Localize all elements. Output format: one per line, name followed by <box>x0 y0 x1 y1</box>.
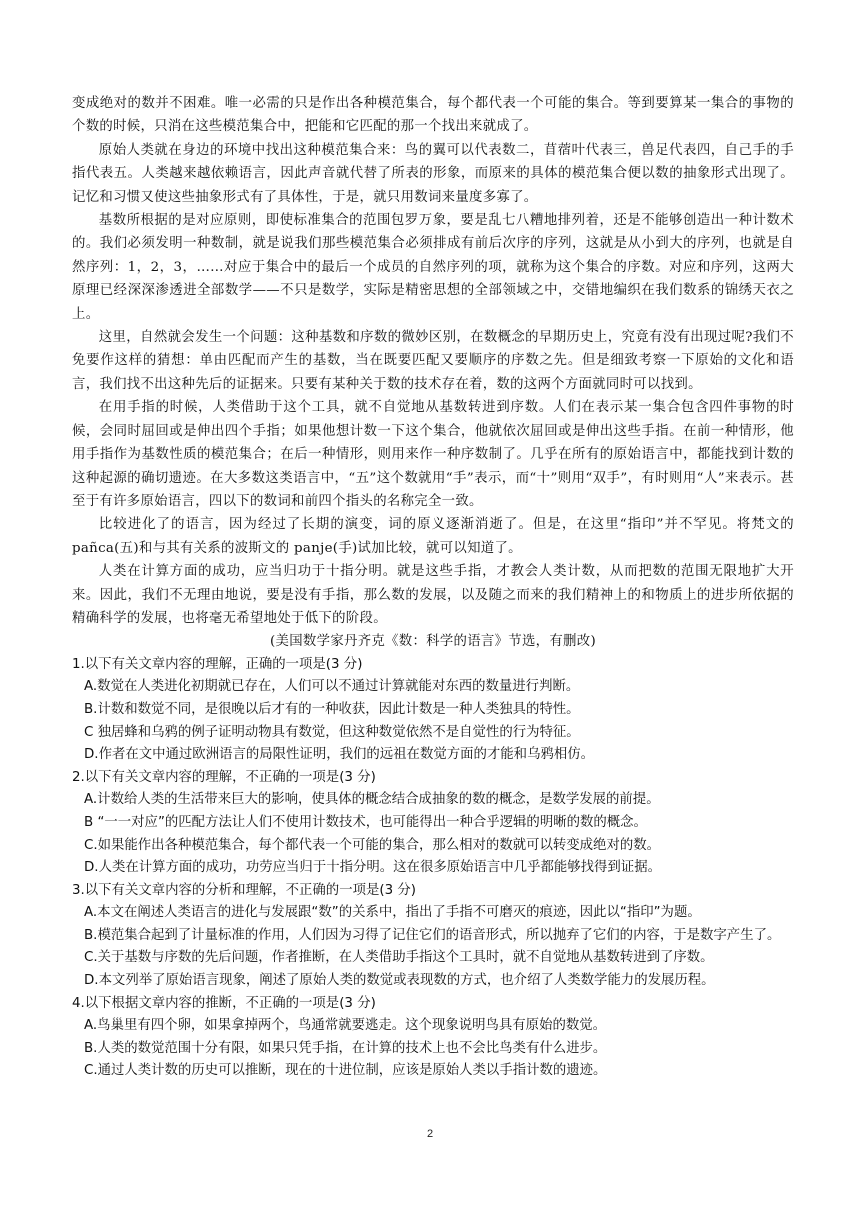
option-a: A.计数给人类的生活带来巨大的影响，使具体的概念结合成抽象的数的概念，是数学发展的前提。 <box>84 792 660 808</box>
paragraph: 这里，自然就会发生一个问题：这种基数和序数的微妙区别，在数概念的早期历史上，究竟有没有出现过呢?我们不免要作这样的猜想：单由匹配而产生的基数，当在既要匹配又要顺序的序数之先。但是细致考察一下原始的文化和语言，我们找不出这种先后的证据来。只要有某种关于数的技术存在着，数的这两个方面就同时可以找到。 <box>72 330 794 392</box>
option-c: C.通过人类计数的历史可以推断，现在的十进位制，应该是原始人类以手指计数的遗迹。 <box>84 1063 607 1079</box>
paragraph: 比较进化了的语言，因为经过了长期的演变，词的原义逐渐消逝了。但是，在这里“指印”并不罕见。将梵文的 pañca(五)和与其有关系的波斯文的 panje(手)试加比较，就可以知道了。 <box>72 517 794 556</box>
option-b: B.计数和数觉不同，是很晚以后才有的一种收获，因此计数是一种人类独具的特性。 <box>84 701 580 717</box>
question-4 <box>72 993 794 1083</box>
option-a: A.数觉在人类进化初期就已存在，人们可以不通过计算就能对东西的数量进行判断。 <box>84 679 580 695</box>
option-d: D.作者在文中通过欧洲语言的局限性证明，我们的远祖在数觉方面的才能和乌鸦相仿。 <box>84 747 595 763</box>
question-stem: 4.以下根据文章内容的推断，不正确的一项是(3 分) <box>72 995 376 1011</box>
option-d: D.人类在计算方面的成功，功劳应当归于十指分明。这在很多原始语言中几乎都能够找得到证据。 <box>84 860 661 876</box>
option-c: C.如果能作出各种模范集合，每个都代表一个可能的集合，那么相对的数就可以转变成绝对的数。 <box>84 837 661 853</box>
option-a: A.鸟巢里有四个卵，如果拿掉两个，鸟通常就要逃走。这个现象说明鸟具有原始的数觉。 <box>84 1018 607 1034</box>
page-number: 2 <box>426 1128 434 1140</box>
option-d: D.本文列举了原始语言现象，阐述了原始人类的数觉或表现数的方式，也介绍了人类数学能力的发展历程。 <box>84 973 715 989</box>
option-b: B “一一对应”的匹配方法让人们不使用计数技术，也可能得出一种合乎逻辑的明晰的数的概念。 <box>84 814 647 830</box>
option-b: B.人类的数觉范围十分有限，如果只凭手指，在计算的技术上也不会比鸟类有什么进步。 <box>84 1040 607 1056</box>
question-stem: 1.以下有关文章内容的理解，正确的一项是(3 分) <box>72 656 363 672</box>
source-citation: (美国数学家丹齐克《数：科学的语言》节选，有删改) <box>270 634 596 650</box>
document-body <box>72 92 794 1083</box>
option-a: A.本文在阐述人类语言的进化与发展跟“数”的关系中，指出了手指不可磨灭的痕迹，因此以“指印”为题。 <box>84 905 701 921</box>
paragraph: 在用手指的时候，人类借助于这个工具，就不自觉地从基数转进到序数。人们在表示某一集合包含四件事物的时候，会同时屈回或是伸出四个手指；如果他想计数一下这个集合，他就依次屈回或是伸出这些手指。在前一种情形，他用手指作为基数性质的模范集合；在后一种情形，则用来作一种序数制了。几乎在所有的原始语言中，都能找到计数的这种起源的确切遗迹。在大多数这类语言中，“五”这个数就用“手”表示，而“十”则用“双手”，有时则用“人”来表示。甚至于有许多原始语言，四以下的数词和前四个指头的名称完全一致。 <box>72 400 794 509</box>
question-2 <box>72 767 794 880</box>
paragraph: 基数所根据的是对应原则，即使标准集合的范围包罗万象，要是乱七八糟地排列着，还是不能够创造出一种计数术的。我们必须发明一种数制，就是说我们那些模范集合必须排成有前后次序的序列，这就是从小到大的序列，也就是自然序列：1，2，3，……对应于集合中的最后一个成员的自然序列的项，就称为这个集合的序数。对应和序列，这两大原理已经深深渗透进全部数学——不只是数学，实际是精密思想的全部领域之中，交错地编织在我们数系的锦绣天衣之上。 <box>72 213 794 322</box>
option-c: C 独居蜂和乌鸦的例子证明动物具有数觉，但这种数觉依然不是自觉性的行为特征。 <box>84 724 580 740</box>
question-1 <box>72 654 794 767</box>
paragraph: 变成绝对的数并不困难。唯一必需的只是作出各种模范集合，每个都代表一个可能的集合。等到要算某一集合的事物的个数的时候，只消在这些模范集合中，把能和它匹配的那一个找出来就成了。 <box>72 96 794 135</box>
question-stem: 3.以下有关文章内容的分析和理解，不正确的一项是(3 分) <box>72 882 416 898</box>
question-stem: 2.以下有关文章内容的理解，不正确的一项是(3 分) <box>72 769 376 785</box>
option-b: B.模范集合起到了计量标准的作用，人们因为习得了记住它们的语音形式，所以抛弃了它们的内容，于是数字产生了。 <box>84 927 781 943</box>
paragraph: 人类在计算方面的成功，应当归功于十指分明。就是这些手指，才教会人类计数，从而把数的范围无限地扩大开来。因此，我们不无理由地说，要是没有手指，那么数的发展，以及随之而来的我们精神上的和物质上的进步所依据的精确科学的发展，也将毫无希望地处于低下的阶段。 <box>72 564 794 626</box>
option-c: C.关于基数与序数的先后问题，作者推断，在人类借助手指这个工具时，就不自觉地从基数转进到了序数。 <box>84 950 714 966</box>
paragraph: 原始人类就在身边的环境中找出这种模范集合来：鸟的翼可以代表数二，苜蓿叶代表三，兽足代表四，自己手的手指代表五。人类越来越依赖语言，因此声音就代替了所表的形象，而原来的具体的模范集合便以数的抽象形式出现了。记忆和习惯又使这些抽象形式有了具体性，于是，就只用数词来量度多寡了。 <box>72 142 794 205</box>
question-3 <box>72 880 794 993</box>
article <box>72 92 794 654</box>
